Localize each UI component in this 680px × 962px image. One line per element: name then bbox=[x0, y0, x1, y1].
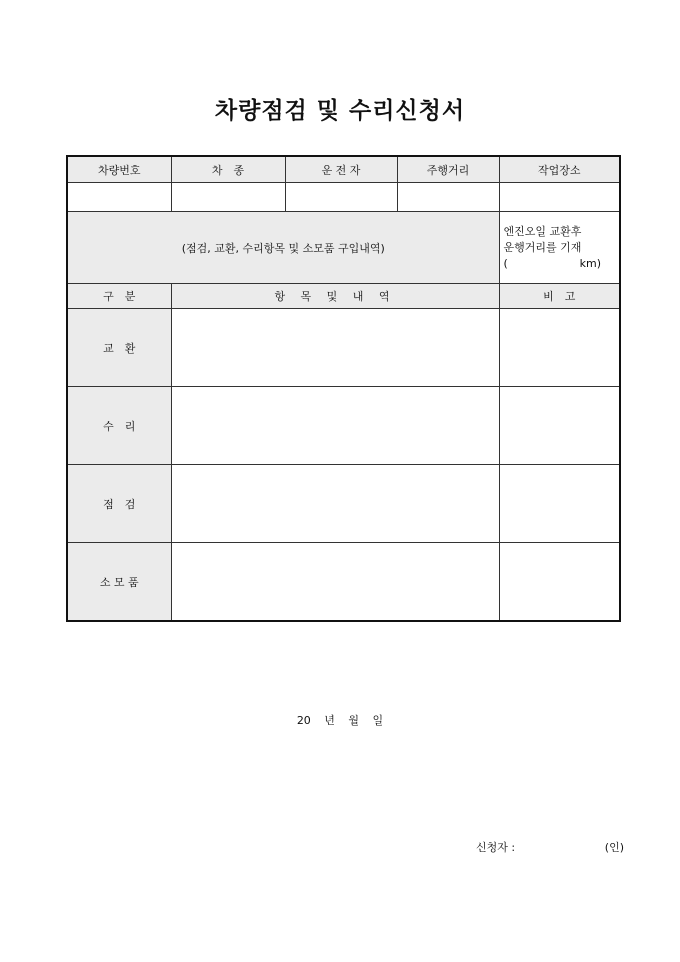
note-open-paren: ( bbox=[503, 256, 508, 270]
subheader-remarks: 비 고 bbox=[499, 284, 620, 309]
signature-seal: (인) bbox=[604, 841, 624, 854]
header-work-place: 작업장소 bbox=[499, 156, 620, 183]
section-exchange-label: 교 환 bbox=[67, 309, 171, 387]
work-place-field[interactable] bbox=[499, 183, 620, 212]
driver-field[interactable] bbox=[285, 183, 397, 212]
section-consumables-row bbox=[67, 543, 620, 622]
section-consumables-label: 소 모 품 bbox=[67, 543, 171, 622]
description-instruction: (점검, 교환, 수리항목 및 소모품 구입내역) bbox=[67, 212, 499, 284]
subheader-row bbox=[67, 284, 620, 309]
consumables-items-field[interactable] bbox=[171, 543, 499, 622]
repair-remarks-field[interactable] bbox=[499, 387, 620, 465]
subheader-category: 구 분 bbox=[67, 284, 171, 309]
header-driver: 운 전 자 bbox=[285, 156, 397, 183]
section-inspection-row bbox=[67, 465, 620, 543]
signature-label: 신청자 : bbox=[476, 841, 516, 854]
exchange-items-field[interactable] bbox=[171, 309, 499, 387]
vehicle-type-field[interactable] bbox=[171, 183, 285, 212]
oil-change-note[interactable] bbox=[499, 212, 620, 284]
description-row bbox=[67, 212, 620, 284]
section-exchange-row bbox=[67, 309, 620, 387]
section-repair-row bbox=[67, 387, 620, 465]
header-value-row bbox=[67, 183, 620, 212]
header-mileage: 주행거리 bbox=[397, 156, 499, 183]
date-line: 20 년 월 일 bbox=[296, 714, 384, 727]
header-row bbox=[67, 156, 620, 183]
subheader-items: 항 목 및 내 역 bbox=[171, 284, 499, 309]
consumables-remarks-field[interactable] bbox=[499, 543, 620, 622]
note-line-1: 엔진오일 교환후 bbox=[503, 224, 582, 238]
note-line-2: 운행거리를 기재 bbox=[503, 240, 582, 254]
header-vehicle-type: 차 종 bbox=[171, 156, 285, 183]
repair-items-field[interactable] bbox=[171, 387, 499, 465]
document-title: 차량점검 및 수리신청서 bbox=[214, 98, 466, 124]
note-unit: km) bbox=[579, 256, 601, 270]
mileage-field[interactable] bbox=[397, 183, 499, 212]
section-inspection-label: 점 검 bbox=[67, 465, 171, 543]
request-form-table bbox=[66, 155, 621, 622]
inspection-remarks-field[interactable] bbox=[499, 465, 620, 543]
section-repair-label: 수 리 bbox=[67, 387, 171, 465]
vehicle-number-field[interactable] bbox=[67, 183, 171, 212]
signature-line bbox=[476, 839, 624, 855]
exchange-remarks-field[interactable] bbox=[499, 309, 620, 387]
inspection-items-field[interactable] bbox=[171, 465, 499, 543]
header-vehicle-number: 차량번호 bbox=[67, 156, 171, 183]
